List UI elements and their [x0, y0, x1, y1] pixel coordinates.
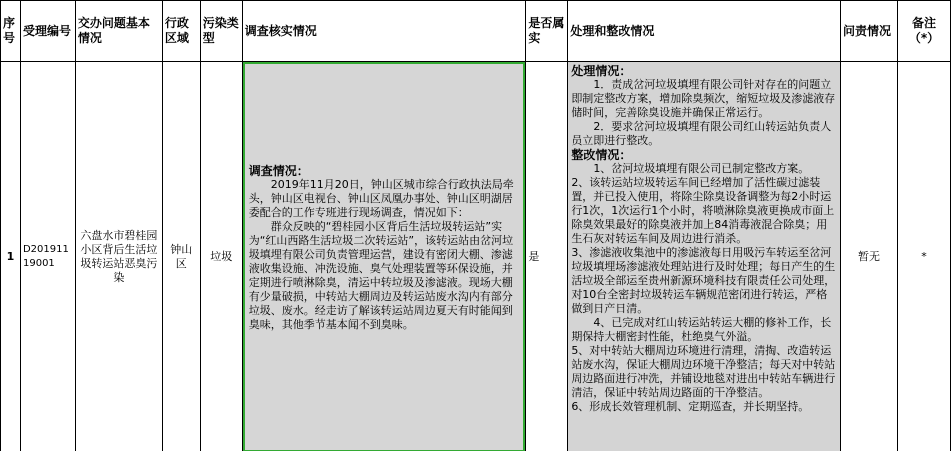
cell-handling	[568, 62, 841, 451]
header-investigation: 调查核实情况	[242, 1, 526, 62]
investigation-label: 调查情况：	[248, 164, 309, 178]
cell-pollution-type: 垃圾	[200, 62, 242, 451]
handling-paragraph-1: 1．责成岔河垃圾填埋有限公司针对存在的问题立即制定整改方案，增加除臭频次，缩短垃圾及渗滤液存储时间，完善除臭设施并确保正常运行。	[571, 78, 836, 119]
header-accept-no: 受理编号	[20, 1, 75, 62]
rectify-item-2: 2、该转运站垃圾转运车间已经增加了活性碳过滤装置，并已投入使用，将除尘除臭设备调整为每2小时运行1次，1次运行1个小时，将喷淋除臭液更换成市面上除臭效果最好的除臭液并加上84消毒液混合除臭；用生石灰对转运车间及周边进行消杀。	[571, 176, 835, 245]
cell-district: 钟山区	[162, 62, 200, 451]
investigation-paragraph-1: 2019年11月20日，钟山区城市综合行政执法局牵头，钟山区电视台、钟山区凤凰办事处、钟山区明湖居委配合的工作专班进行现场调查，情况如下：	[248, 178, 514, 219]
rectify-label: 整改情况：	[571, 148, 632, 162]
table-row	[1, 62, 951, 451]
cell-remark: *	[897, 62, 950, 451]
cell-seq: 1	[1, 62, 21, 451]
investigation-paragraph-2: 群众反映的“碧桂园小区背后生活垃圾转运站”实为“红山西路生活垃圾二次转运站”，该转运站由岔河垃圾填埋有限公司负责管理运营，建设有密闭大棚、渗滤液收集设施、冲洗设施、臭气处理装置等环保设施，并定期进行喷淋除臭，清运中转垃圾及渗滤液。现场大棚有少量破损，中转站大棚周边及转运站废水沟内有部分垃圾、废水。经走访了解该转运站周边夏天有时能闻到臭味，其他季节基本闻不到臭味。	[248, 220, 514, 331]
cell-investigation	[242, 62, 526, 451]
cell-accept-no: D20191119001	[20, 62, 75, 451]
header-row	[1, 1, 951, 62]
rectify-item-5: 5、对中转站大棚周边环境进行清理，清掏、改造转运站废水沟，保证大棚周边环境干净整洁；每天对中转站周边路面进行冲洗，并铺设地毯对进出中转站车辆进行清洁，保证中转站周边路面的干净整洁。	[571, 344, 836, 399]
rectify-item-1: 1、岔河垃圾填埋有限公司已制定整改方案。	[593, 162, 810, 175]
header-handling: 处理和整改情况	[568, 1, 841, 62]
handling-label: 处理情况：	[571, 64, 632, 78]
header-seq: 序号	[1, 1, 21, 62]
cell-accountability: 暂无	[841, 62, 898, 451]
header-issue: 交办问题基本情况	[75, 1, 162, 62]
cell-verified: 是	[526, 62, 568, 451]
rectify-item-6: 6、形成长效管理机制、定期巡查，并长期坚持。	[571, 400, 810, 413]
rectify-item-4: 4、已完成对红山转运站转运大棚的修补工作，长期保持大棚密封性能，杜绝臭气外溢。	[571, 316, 832, 343]
header-remark: 备注（*）	[897, 1, 950, 62]
cell-issue: 六盘水市碧桂园小区背后生活垃圾转运站恶臭污染	[75, 62, 162, 451]
rectify-item-3: 3、渗滤液收集池中的渗滤液每日用吸污车转运至岔河垃圾填埋场渗滤液处理站进行及时处理；每日产生的生活垃圾全部运至贵州新源环境科技有限责任公司处理，对10台全密封垃圾转运车辆规范密闭进行转运，严格做到日产日清。	[571, 246, 836, 315]
header-accountability: 问责情况	[841, 1, 898, 62]
investigation-highlight-box	[243, 62, 526, 451]
header-district: 行政区域	[162, 1, 200, 62]
header-verified: 是否属实	[526, 1, 568, 62]
header-pollution-type: 污染类型	[200, 1, 242, 62]
handling-paragraph-2: 2．要求岔河垃圾填埋有限公司红山转运站负责人员立即进行整改。	[571, 120, 832, 147]
